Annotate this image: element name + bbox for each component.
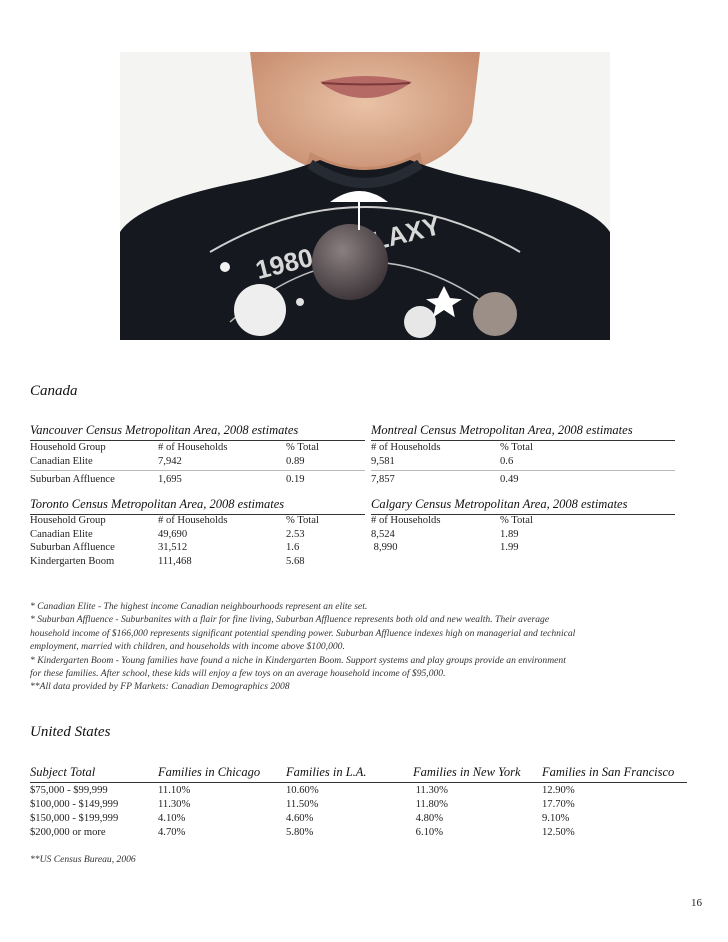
us-row2-subject: $100,000 - $149,999 bbox=[30, 799, 119, 810]
toronto-row2-percent: 1.6 bbox=[286, 542, 300, 553]
footnote-canadian-elite: * Canadian Elite - The highest income Canadian neighbourhoods represent an elite set. bbox=[30, 601, 368, 612]
us-header-san-francisco: Families in San Francisco bbox=[542, 765, 675, 779]
footnote-suburban-affluence-1: * Suburban Affluence - Suburbanites with a flair for fine living, Suburban Affluence represents both old and new wealth. Their average bbox=[30, 614, 550, 626]
toronto-header-households: # of Households bbox=[158, 515, 228, 526]
montreal-row-rule bbox=[371, 470, 675, 471]
vancouver-row1-group: Canadian Elite bbox=[30, 456, 93, 467]
footnote-kindergarten-boom-2: for these families. After school, these kids will enjoy a few toys on an average household income of $95,000. bbox=[30, 668, 446, 680]
us-row1-san-francisco: 12.90% bbox=[542, 785, 575, 796]
toronto-header-group: Household Group bbox=[30, 515, 106, 526]
us-row4-chicago: 4.70% bbox=[158, 827, 186, 838]
us-row3-san-francisco: 9.10% bbox=[542, 813, 570, 824]
montreal-row2-percent: 0.49 bbox=[500, 474, 519, 485]
calgary-row2-percent: 1.99 bbox=[500, 542, 519, 553]
toronto-row3-percent: 5.68 bbox=[286, 556, 305, 567]
us-row2-la: 11.50% bbox=[286, 799, 319, 810]
toronto-row3-households: 111,468 bbox=[158, 556, 192, 567]
calgary-header-percent: % Total bbox=[500, 515, 533, 526]
toronto-row2-households: 31,512 bbox=[158, 542, 188, 553]
montreal-header-percent: % Total bbox=[500, 442, 533, 453]
toronto-header-percent: % Total bbox=[286, 515, 319, 526]
us-header-rule bbox=[30, 782, 687, 783]
vancouver-row1-percent: 0.89 bbox=[286, 456, 305, 467]
us-row1-la: 10.60% bbox=[286, 785, 319, 796]
us-row1-subject: $75,000 - $99,999 bbox=[30, 785, 108, 796]
vancouver-header-households: # of Households bbox=[158, 442, 228, 453]
shirt-graphic-text: 1980 GALAXY bbox=[252, 210, 444, 286]
toronto-row1-group: Canadian Elite bbox=[30, 529, 93, 540]
us-row2-san-francisco: 17.70% bbox=[542, 799, 575, 810]
us-row3-la: 4.60% bbox=[286, 813, 314, 824]
vancouver-row1-households: 7,942 bbox=[158, 456, 182, 467]
vancouver-title-rule bbox=[30, 440, 365, 441]
hero-photo bbox=[120, 52, 610, 340]
us-row4-la: 5.80% bbox=[286, 827, 314, 838]
footnote-kindergarten-boom-1: * Kindergarten Boom - Young families have found a niche in Kindergarten Boom. Support systems and play groups provide an environment bbox=[30, 654, 566, 666]
vancouver-header-percent: % Total bbox=[286, 442, 319, 453]
montreal-row1-households: 9,581 bbox=[371, 456, 395, 467]
calgary-row1-households: 8,524 bbox=[371, 529, 395, 540]
footnote-suburban-affluence-3: employment, married with children, and households with income above $100,000. bbox=[30, 641, 345, 653]
footnote-suburban-affluence-2: household income of $166,000 represents significant potential spending power. Suburban Affluence indexes high on managerial and technical bbox=[30, 627, 576, 639]
us-row4-subject: $200,000 or more bbox=[30, 827, 106, 838]
us-row3-chicago: 4.10% bbox=[158, 813, 186, 824]
us-header-la: Families in L.A. bbox=[286, 765, 367, 779]
toronto-table-title: Toronto Census Metropolitan Area, 2008 estimates bbox=[30, 497, 285, 511]
calgary-row2-households: 8,990 bbox=[371, 542, 398, 553]
us-header-subject-total: Subject Total bbox=[30, 765, 96, 779]
montreal-title-rule bbox=[371, 440, 675, 441]
us-header-new-york: Families in New York bbox=[413, 765, 521, 779]
us-section-title: United States bbox=[30, 724, 111, 740]
montreal-row1-percent: 0.6 bbox=[500, 456, 514, 467]
toronto-row3-group: Kindergarten Boom bbox=[30, 556, 115, 567]
vancouver-table-title: Vancouver Census Metropolitan Area, 2008 estimates bbox=[30, 423, 299, 437]
calgary-header-households: # of Households bbox=[371, 515, 441, 526]
calgary-row1-percent: 1.89 bbox=[500, 529, 519, 540]
toronto-row1-households: 49,690 bbox=[158, 529, 188, 540]
vancouver-header-group: Household Group bbox=[30, 442, 106, 453]
montreal-row2-households: 7,857 bbox=[371, 474, 395, 485]
page-number: 16 bbox=[691, 897, 702, 909]
us-row3-new-york: 4.80% bbox=[413, 813, 444, 824]
calgary-table-title: Calgary Census Metropolitan Area, 2008 estimates bbox=[371, 497, 628, 511]
toronto-row1-percent: 2.53 bbox=[286, 529, 305, 540]
us-data-source-note: **US Census Bureau, 2006 bbox=[30, 854, 136, 865]
vancouver-row2-households: 1,695 bbox=[158, 474, 182, 485]
us-row1-new-york: 11.30% bbox=[413, 785, 448, 796]
canada-section-title: Canada bbox=[30, 383, 78, 399]
vancouver-row2-group: Suburban Affluence bbox=[30, 474, 115, 485]
us-row2-new-york: 11.80% bbox=[413, 799, 448, 810]
us-row4-san-francisco: 12.50% bbox=[542, 827, 575, 838]
montreal-table-title: Montreal Census Metropolitan Area, 2008 estimates bbox=[371, 423, 633, 437]
toronto-row2-group: Suburban Affluence bbox=[30, 542, 115, 553]
us-header-chicago: Families in Chicago bbox=[158, 765, 261, 779]
us-row2-chicago: 11.30% bbox=[158, 799, 191, 810]
footnote-data-source: **All data provided by FP Markets: Canadian Demographics 2008 bbox=[30, 681, 290, 693]
us-row4-new-york: 6.10% bbox=[413, 827, 444, 838]
child-galaxy-shirt-image bbox=[120, 52, 610, 340]
montreal-header-households: # of Households bbox=[371, 442, 441, 453]
us-row3-subject: $150,000 - $199,999 bbox=[30, 813, 119, 824]
canada-footnotes bbox=[30, 600, 700, 694]
us-row1-chicago: 11.10% bbox=[158, 785, 191, 796]
vancouver-row2-percent: 0.19 bbox=[286, 474, 305, 485]
vancouver-row-rule bbox=[30, 470, 365, 471]
